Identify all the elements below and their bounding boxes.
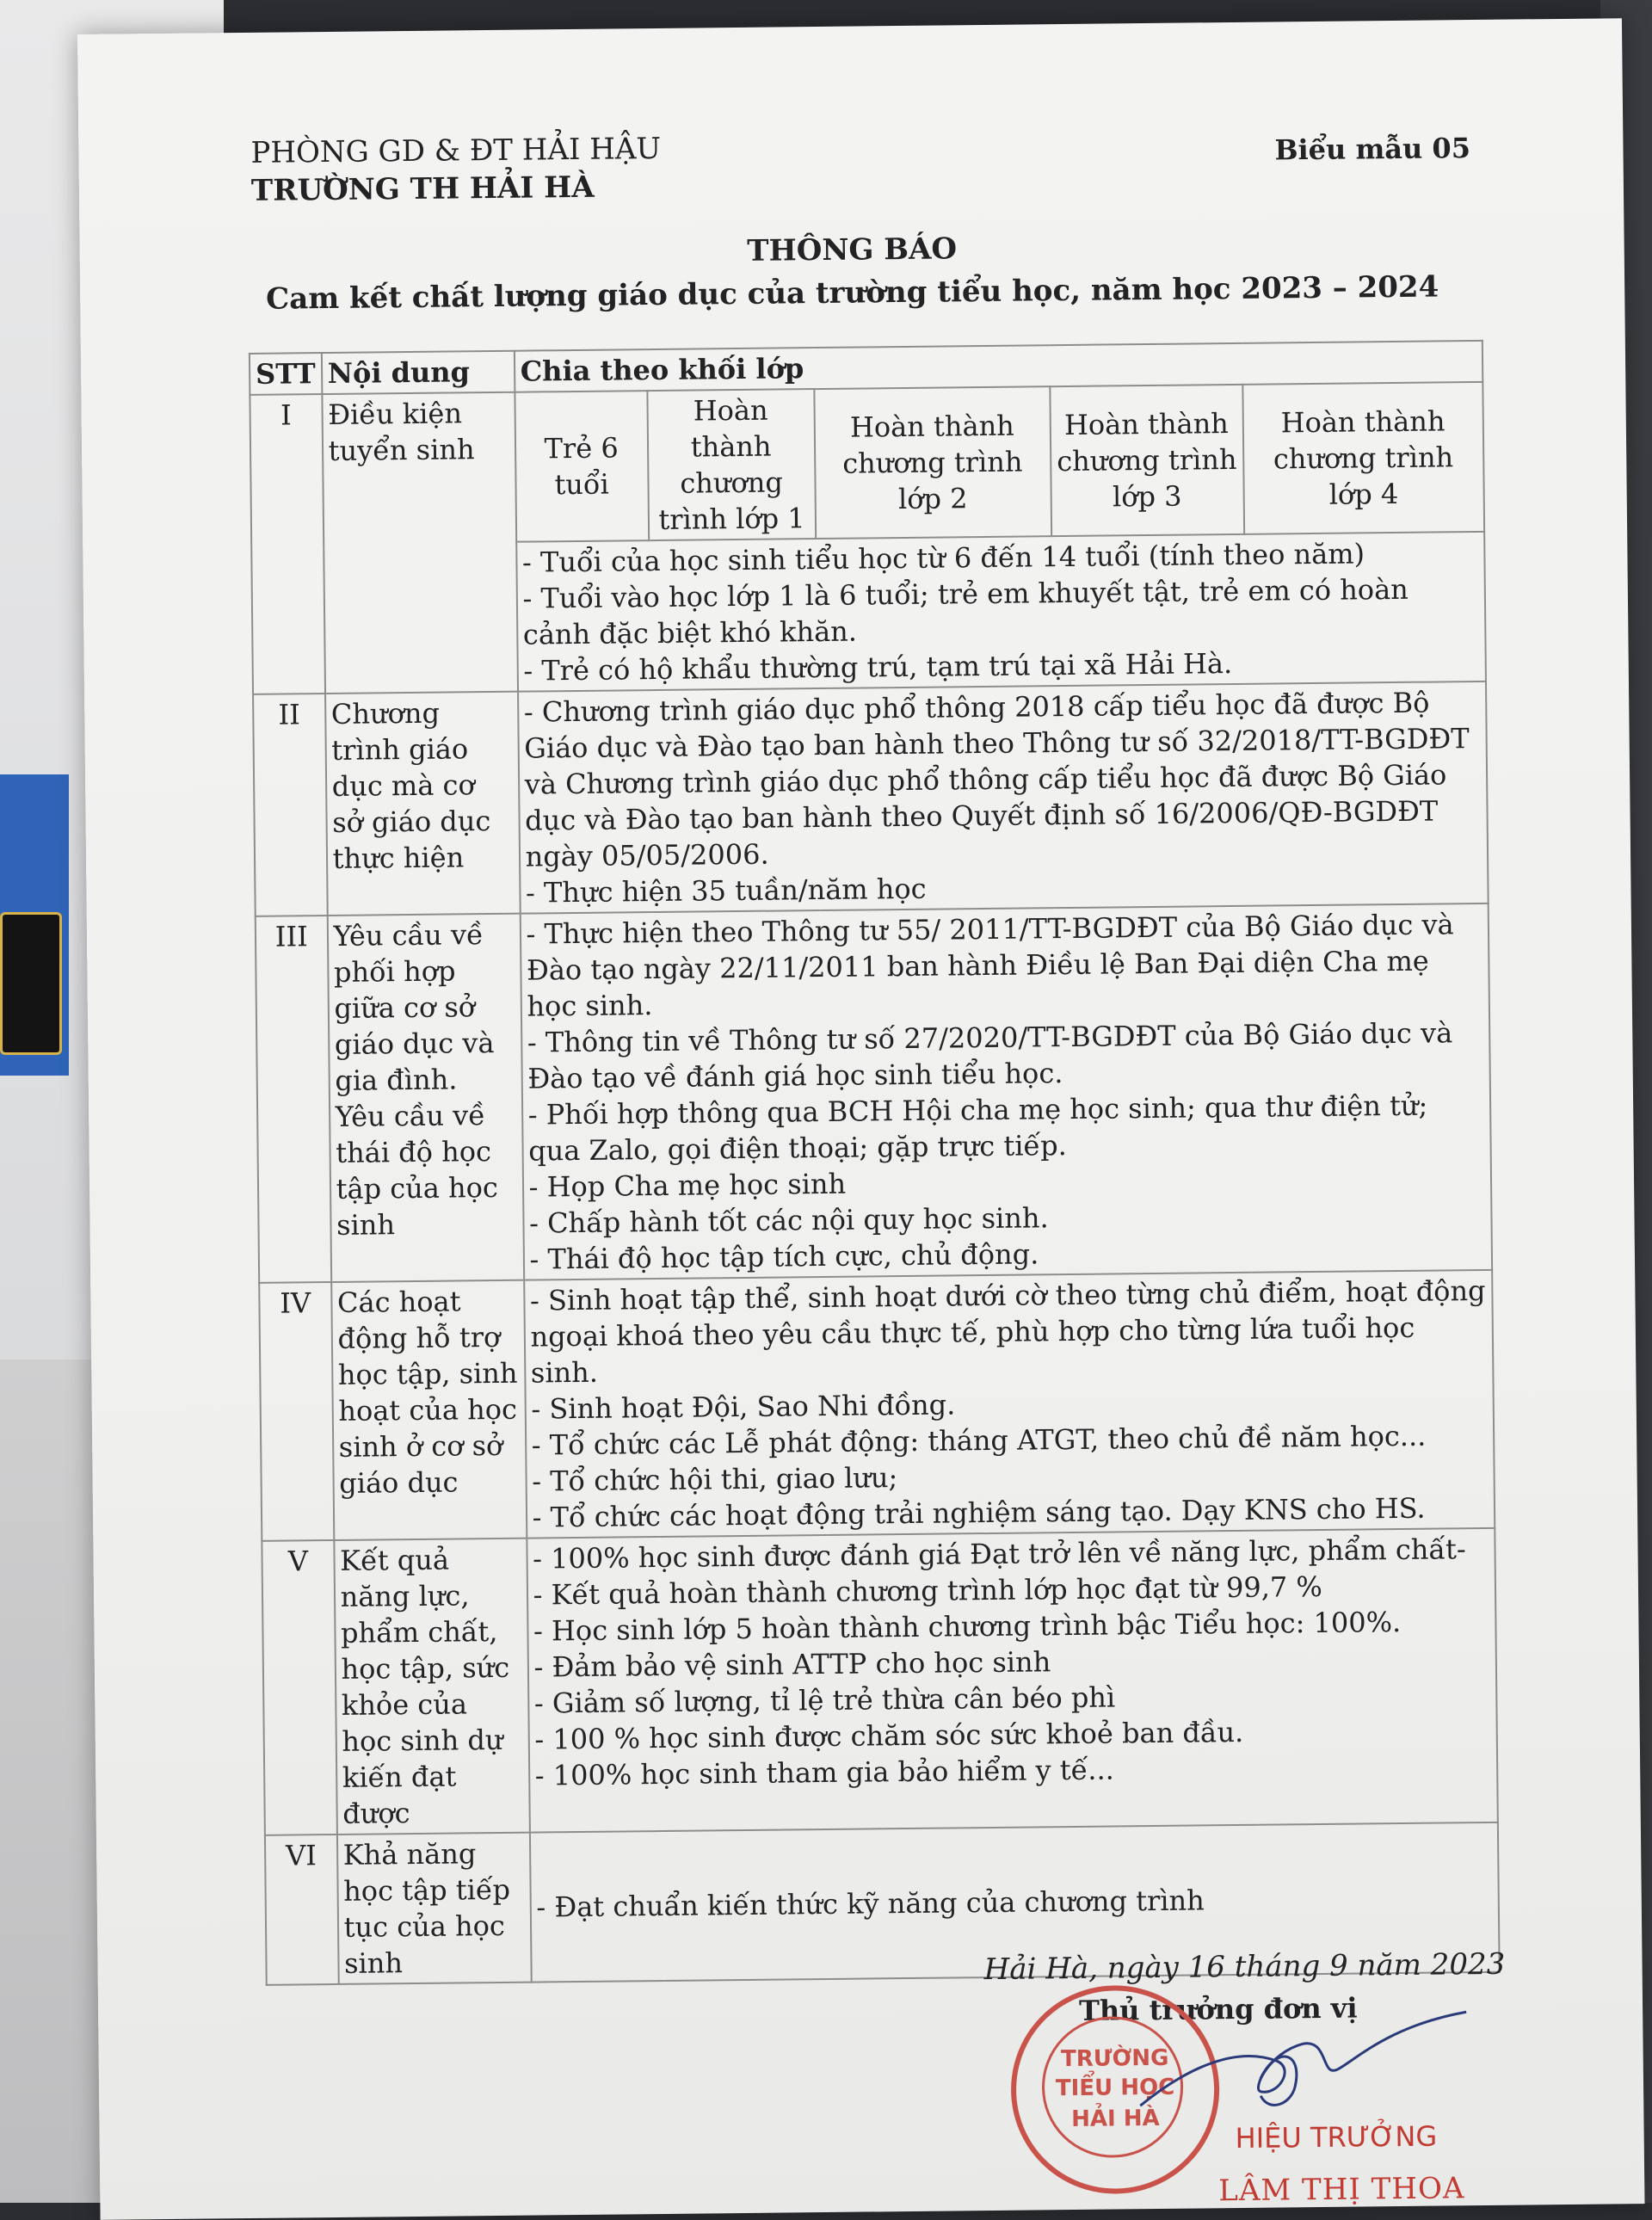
seal-text: TIỂU HỌC xyxy=(1055,2074,1175,2102)
content-line: - Trẻ có hộ khẩu thường trú, tạm trú tại xã Hải Hà. xyxy=(523,646,1233,688)
document-subtitle: Cam kết chất lượng giáo dục của trường tiểu học, năm học 2023 – 2024 xyxy=(265,269,1439,317)
document-page xyxy=(77,18,1644,2220)
content-line: - Thực hiện 35 tuần/năm học xyxy=(525,872,927,910)
content-line: - 100 % học sinh được chăm sóc sức khoẻ ban đầu. xyxy=(534,1715,1244,1756)
table-row xyxy=(262,1528,1498,1835)
content-line: - Thực hiện theo Thông tư 55/ 2011/TT-BGDĐT của Bộ Giáo dục và Đào tạo ngày 22/11/2011 ban hành Điều lệ Ban Đại diện Cha mẹ học sinh. xyxy=(526,908,1454,1023)
content-line: - Tổ chức các hoạt động trải nghiệm sáng tạo. Dạy KNS cho HS. xyxy=(532,1491,1426,1534)
form-number: Biểu mẫu 05 xyxy=(1274,132,1471,167)
signing-date: Hải Hà, ngày 16 tháng 9 năm 2023 xyxy=(983,1946,1506,1988)
row-stt: IV xyxy=(259,1282,334,1541)
content-line: - Sinh hoạt Đội, Sao Nhi đồng. xyxy=(531,1388,956,1426)
content-line: - Chương trình giáo dục phổ thông 2018 cấp tiểu học đã được Bộ Giáo dục và Đào tạo ban hành theo Thông tư số 32/2018/TT-BGDĐT và Chương trình giáo dục phổ thông cấp tiểu học đã được Bộ Giáo dục và Đào tạo ban hành theo Quyết định số 16/2006/QĐ-BGDĐT ngày 05/05/2006. xyxy=(523,686,1470,873)
commitment-table xyxy=(249,340,1501,1986)
content-line: - Thông tin về Thông tư số 27/2020/TT-BGDĐT của Bộ Giáo dục và Đào tạo về đánh giá học sinh tiểu học. xyxy=(527,1016,1453,1095)
row-content xyxy=(516,532,1486,692)
grade-column: Hoàn thành chương trình lớp 2 xyxy=(814,386,1051,539)
content-line: - Học sinh lớp 5 hoàn thành chương trình bậc Tiểu học: 100%. xyxy=(533,1605,1402,1648)
row-topic: Điều kiện tuyển sinh xyxy=(322,392,518,694)
department-name: PHÒNG GD & ĐT HẢI HẬU xyxy=(250,131,662,170)
header-stt: STT xyxy=(250,353,322,395)
seal-text: TRƯỜNG xyxy=(1060,2044,1169,2073)
row-content xyxy=(520,903,1492,1280)
row-stt: VI xyxy=(265,1835,338,1985)
table-row xyxy=(250,382,1484,545)
table-row xyxy=(259,1270,1495,1541)
sign-title: Thủ trưởng đơn vị xyxy=(1078,1991,1358,2027)
content-line: - Họp Cha mẹ học sinh xyxy=(528,1167,847,1204)
grade-column: Hoàn thành chương trình lớp 3 xyxy=(1050,385,1244,536)
row-topic: Yêu cầu về phối hợp giữa cơ sở giáo dục và gia đình. Yêu cầu về thái độ học tập của học sinh xyxy=(327,914,523,1282)
row-stt: II xyxy=(253,694,327,916)
row-content xyxy=(527,1528,1498,1833)
content-line: - Đảm bảo vệ sinh ATTP cho học sinh xyxy=(533,1645,1051,1684)
signer-name: LÂM THỊ THOA xyxy=(1218,2171,1465,2209)
content-line: - Tổ chức hội thi, giao lưu; xyxy=(532,1461,898,1498)
school-name: TRƯỜNG TH HẢI HÀ xyxy=(250,170,595,208)
row-stt: III xyxy=(256,916,331,1283)
content-line: - Đạt chuẩn kiến thức kỹ năng của chương trình xyxy=(536,1884,1205,1924)
content-line: - Tổ chức các Lễ phát động: tháng ATGT, theo chủ đề năm học... xyxy=(531,1419,1427,1462)
handwritten-signature xyxy=(1131,2007,1476,2131)
row-topic: Khả năng học tập tiếp tục của học sinh xyxy=(337,1833,532,1984)
content-line: - Phối hợp thông qua BCH Hội cha mẹ học sinh; qua thư điện tử; qua Zalo, gọi điện thoại; gặp trực tiếp. xyxy=(527,1088,1428,1168)
row-topic: Kết quả năng lực, phẩm chất, học tập, sức khỏe của học sinh dự kiến đạt được xyxy=(334,1539,530,1835)
content-line: - Sinh hoạt tập thể, sinh hoạt dưới cờ theo từng chủ điểm, hoạt động ngoại khoá theo yêu cầu thực tế, phù hợp cho từng lứa tuổi học sinh. xyxy=(529,1273,1486,1390)
content-line: - 100% học sinh tham gia bảo hiểm y tế... xyxy=(534,1753,1115,1792)
content-line: - Thái độ học tập tích cực, chủ động. xyxy=(529,1237,1039,1276)
row-content xyxy=(518,681,1489,914)
header-content: Nội dung xyxy=(321,351,514,394)
row-topic: Các hoạt động hỗ trợ học tập, sinh hoạt của học sinh ở cơ sở giáo dục xyxy=(331,1280,527,1540)
background-sticker xyxy=(0,912,62,1055)
content-line: - Tuổi vào học lớp 1 là 6 tuổi; trẻ em khuyết tật, trẻ em có hoàn cảnh đặc biệt khó khăn. xyxy=(522,572,1409,651)
content-line: - Giảm số lượng, tỉ lệ trẻ thừa cân béo phì xyxy=(533,1680,1116,1720)
content-line: - 100% học sinh được đánh giá Đạt trở lên về năng lực, phẩm chất- xyxy=(532,1532,1466,1576)
content-line: - Kết quả hoàn thành chương trình lớp học đạt từ 99,7 % xyxy=(533,1569,1323,1612)
table-row xyxy=(256,903,1492,1283)
row-content xyxy=(524,1270,1495,1539)
seal-text: HẢI HÀ xyxy=(1071,2105,1160,2133)
content-line: - Tuổi của học sinh tiểu học từ 6 đến 14 tuổi (tính theo năm) xyxy=(521,537,1365,579)
table-row xyxy=(253,681,1489,916)
document-title: THÔNG BÁO xyxy=(747,231,958,268)
row-stt: I xyxy=(250,394,324,694)
row-topic: Chương trình giáo dục mà cơ sở giáo dục thực hiện xyxy=(325,692,521,916)
row-stt: V xyxy=(262,1540,336,1835)
signer-position: HIỆU TRƯỞNG xyxy=(1235,2119,1438,2155)
grade-column: Trẻ 6 tuổi xyxy=(515,391,649,542)
header-grades: Chia theo khối lớp xyxy=(514,341,1482,392)
content-line: - Chấp hành tốt các nội quy học sinh. xyxy=(528,1201,1049,1240)
grade-column: Hoàn thành chương trình lớp 4 xyxy=(1242,382,1484,534)
grade-column: Hoàn thành chương trình lớp 1 xyxy=(647,389,816,540)
document-header-left xyxy=(250,130,662,210)
